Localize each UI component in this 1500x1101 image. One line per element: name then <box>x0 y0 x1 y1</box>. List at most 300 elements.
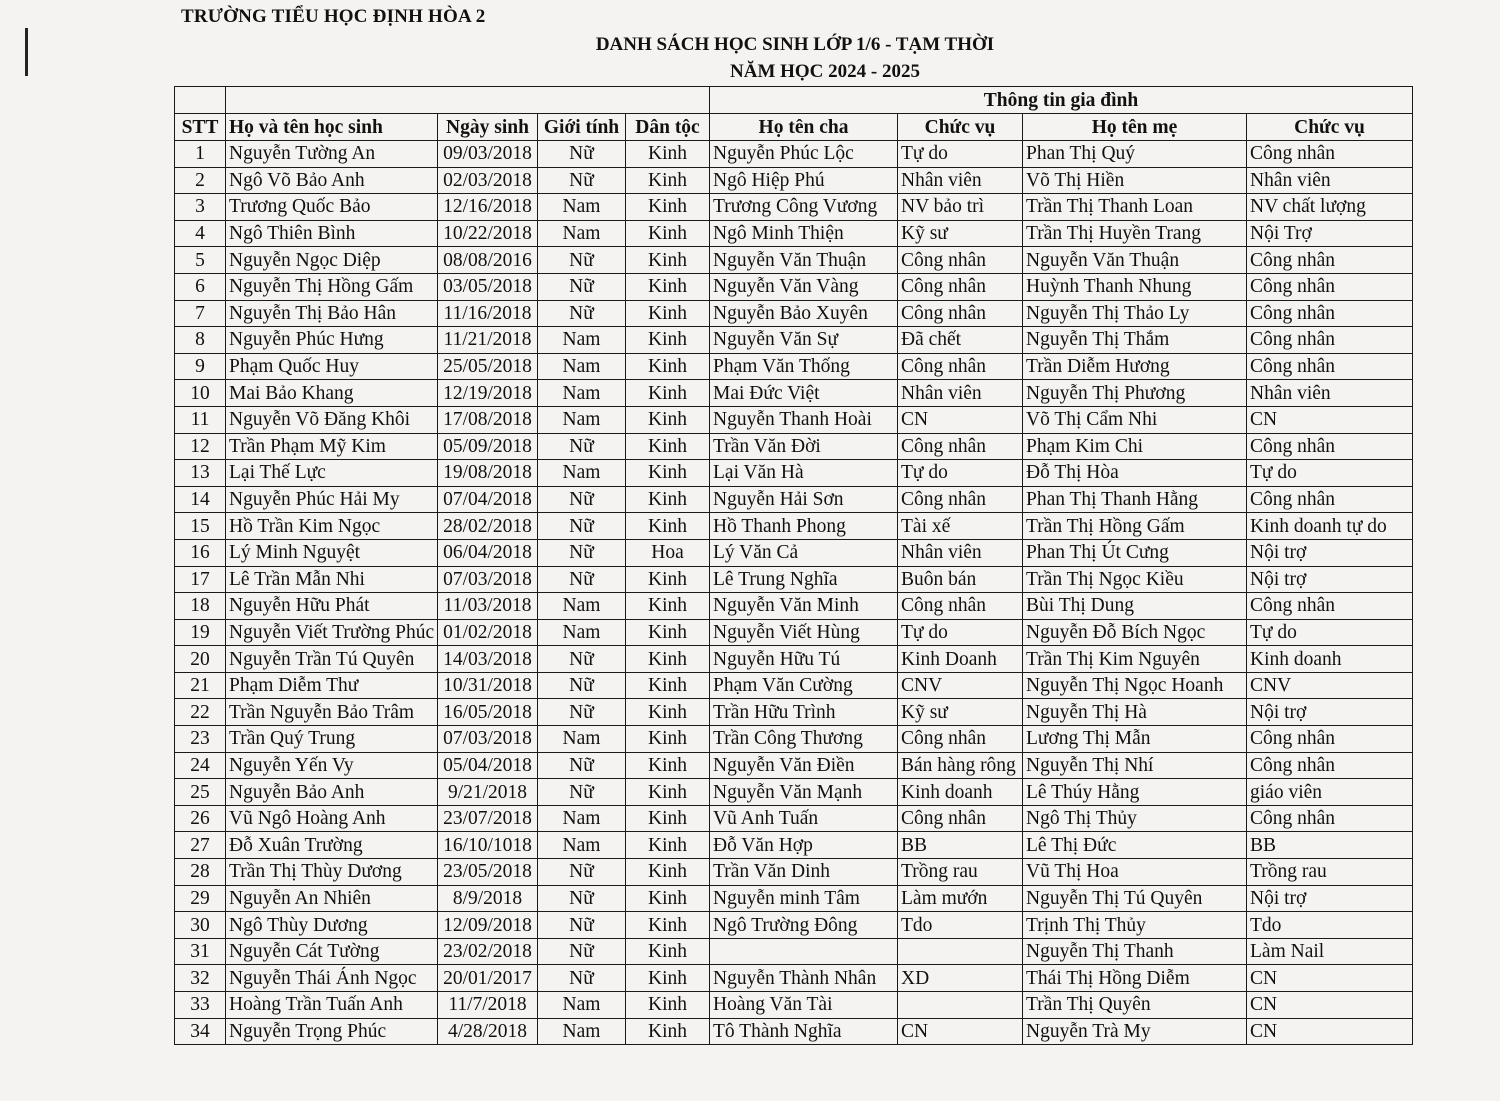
cell-mother-job: Công nhân <box>1247 300 1413 327</box>
cell-gender: Nữ <box>538 566 626 593</box>
cell-mother-name: Nguyễn Thị Thanh <box>1023 938 1247 965</box>
cell-stt: 1 <box>175 141 226 168</box>
table-body <box>175 141 1413 1045</box>
cell-stt: 10 <box>175 380 226 407</box>
table-row <box>175 141 1413 168</box>
table-row <box>175 539 1413 566</box>
cell-gender: Nam <box>538 832 626 859</box>
cell-stt: 20 <box>175 646 226 673</box>
cell-mother-job: Trồng rau <box>1247 859 1413 886</box>
cell-birthdate: 05/04/2018 <box>438 752 538 779</box>
cell-birthdate: 10/31/2018 <box>438 672 538 699</box>
cell-ethnicity: Kinh <box>626 726 710 753</box>
cell-mother-job: CN <box>1247 965 1413 992</box>
cell-stt: 22 <box>175 699 226 726</box>
cell-gender: Nữ <box>538 247 626 274</box>
cell-father-name: Trương Công Vương <box>710 194 898 221</box>
cell-father-name: Nguyễn Văn Minh <box>710 593 898 620</box>
student-table <box>174 86 1413 1045</box>
cell-mother-job: Làm Nail <box>1247 938 1413 965</box>
cell-gender: Nữ <box>538 859 626 886</box>
family-info-header: Thông tin gia đình <box>710 87 1413 114</box>
cell-father-name: Hoàng Văn Tài <box>710 992 898 1019</box>
cell-mother-job: giáo viên <box>1247 779 1413 806</box>
cell-mother-name: Võ Thị Cẩm Nhi <box>1023 406 1247 433</box>
cell-ethnicity: Kinh <box>626 912 710 939</box>
table-row <box>175 486 1413 513</box>
cell-father-job: Nhân viên <box>898 167 1023 194</box>
cell-stt: 23 <box>175 726 226 753</box>
table-row <box>175 353 1413 380</box>
cell-student-name: Trần Quý Trung <box>226 726 438 753</box>
cell-mother-name: Nguyễn Thị Nhí <box>1023 752 1247 779</box>
cell-student-name: Trần Phạm Mỹ Kim <box>226 433 438 460</box>
cell-father-job: XD <box>898 965 1023 992</box>
cell-mother-name: Nguyễn Thị Phương <box>1023 380 1247 407</box>
cell-mother-name: Nguyễn Thị Tú Quyên <box>1023 885 1247 912</box>
cell-stt: 26 <box>175 805 226 832</box>
cell-mother-job: Nhân viên <box>1247 167 1413 194</box>
cell-stt: 16 <box>175 539 226 566</box>
cell-father-job: Công nhân <box>898 273 1023 300</box>
cell-ethnicity: Kinh <box>626 965 710 992</box>
cell-mother-job: Tdo <box>1247 912 1413 939</box>
cell-birthdate: 14/03/2018 <box>438 646 538 673</box>
cell-mother-name: Võ Thị Hiền <box>1023 167 1247 194</box>
cell-stt: 24 <box>175 752 226 779</box>
cell-mother-job: Công nhân <box>1247 273 1413 300</box>
col-header-father-job: Chức vụ <box>898 114 1023 141</box>
cell-student-name: Nguyễn Cát Tường <box>226 938 438 965</box>
cell-father-job: Tdo <box>898 912 1023 939</box>
cell-father-name: Lại Văn Hà <box>710 460 898 487</box>
cell-ethnicity: Kinh <box>626 380 710 407</box>
cell-stt: 25 <box>175 779 226 806</box>
cell-father-job: Công nhân <box>898 805 1023 832</box>
cell-stt: 30 <box>175 912 226 939</box>
cell-father-name: Trần Hữu Trình <box>710 699 898 726</box>
cell-ethnicity: Kinh <box>626 593 710 620</box>
cell-gender: Nam <box>538 1018 626 1045</box>
cell-student-name: Lý Minh Nguyệt <box>226 539 438 566</box>
cell-birthdate: 4/28/2018 <box>438 1018 538 1045</box>
cell-mother-name: Huỳnh Thanh Nhung <box>1023 273 1247 300</box>
cell-ethnicity: Kinh <box>626 433 710 460</box>
student-group-header <box>226 87 710 114</box>
table-row <box>175 938 1413 965</box>
cell-student-name: Nguyễn Trần Tú Quyên <box>226 646 438 673</box>
cell-father-name: Nguyễn Viết Hùng <box>710 619 898 646</box>
cell-ethnicity: Kinh <box>626 992 710 1019</box>
cell-birthdate: 28/02/2018 <box>438 513 538 540</box>
table-row <box>175 779 1413 806</box>
cell-student-name: Nguyễn Hữu Phát <box>226 593 438 620</box>
cell-ethnicity: Kinh <box>626 566 710 593</box>
cell-ethnicity: Kinh <box>626 885 710 912</box>
cell-student-name: Ngô Thùy Dương <box>226 912 438 939</box>
cell-father-name: Nguyễn Thành Nhân <box>710 965 898 992</box>
cell-stt: 18 <box>175 593 226 620</box>
cell-birthdate: 06/04/2018 <box>438 539 538 566</box>
cell-stt: 32 <box>175 965 226 992</box>
cell-gender: Nam <box>538 220 626 247</box>
table-row <box>175 220 1413 247</box>
cell-mother-job: Tự do <box>1247 619 1413 646</box>
cell-mother-job: Công nhân <box>1247 752 1413 779</box>
cell-gender: Nữ <box>538 912 626 939</box>
cell-father-job: CNV <box>898 672 1023 699</box>
cell-father-job <box>898 992 1023 1019</box>
cell-mother-job: Công nhân <box>1247 433 1413 460</box>
cell-mother-job: Nội Trợ <box>1247 220 1413 247</box>
cell-gender: Nam <box>538 593 626 620</box>
cell-mother-name: Nguyễn Thị Thắm <box>1023 327 1247 354</box>
table-row <box>175 859 1413 886</box>
cell-ethnicity: Kinh <box>626 486 710 513</box>
cell-father-job: Kinh doanh <box>898 779 1023 806</box>
cell-mother-job: CN <box>1247 992 1413 1019</box>
cell-mother-name: Đỗ Thị Hòa <box>1023 460 1247 487</box>
cell-father-name: Nguyễn Thanh Hoài <box>710 406 898 433</box>
table-row <box>175 965 1413 992</box>
cell-father-job: CN <box>898 406 1023 433</box>
cell-birthdate: 03/05/2018 <box>438 273 538 300</box>
cell-birthdate: 07/03/2018 <box>438 726 538 753</box>
cell-birthdate: 11/21/2018 <box>438 327 538 354</box>
table-row <box>175 194 1413 221</box>
cell-father-job: Công nhân <box>898 486 1023 513</box>
cell-father-job: Buôn bán <box>898 566 1023 593</box>
col-header-gender: Giới tính <box>538 114 626 141</box>
cell-birthdate: 09/03/2018 <box>438 141 538 168</box>
cell-mother-name: Phan Thị Thanh Hằng <box>1023 486 1247 513</box>
cell-father-name: Đỗ Văn Hợp <box>710 832 898 859</box>
cell-mother-name: Trần Thị Ngọc Kiều <box>1023 566 1247 593</box>
table-row <box>175 885 1413 912</box>
cell-father-job <box>898 938 1023 965</box>
col-header-father-name: Họ tên cha <box>710 114 898 141</box>
document-title: DANH SÁCH HỌC SINH LỚP 1/6 - TẠM THỜI <box>595 34 995 55</box>
cell-ethnicity: Kinh <box>626 752 710 779</box>
cell-mother-name: Lương Thị Mẫn <box>1023 726 1247 753</box>
cell-gender: Nam <box>538 380 626 407</box>
cell-mother-name: Ngô Thị Thủy <box>1023 805 1247 832</box>
cell-student-name: Đỗ Xuân Trường <box>226 832 438 859</box>
cell-student-name: Nguyễn An Nhiên <box>226 885 438 912</box>
cell-birthdate: 20/01/2017 <box>438 965 538 992</box>
cell-father-job: Nhân viên <box>898 380 1023 407</box>
cell-father-job: Đã chết <box>898 327 1023 354</box>
cell-mother-name: Thái Thị Hồng Diễm <box>1023 965 1247 992</box>
cell-mother-job: Công nhân <box>1247 726 1413 753</box>
table-row <box>175 805 1413 832</box>
cell-ethnicity: Kinh <box>626 300 710 327</box>
cell-birthdate: 16/10/1018 <box>438 832 538 859</box>
cell-mother-job: Nhân viên <box>1247 380 1413 407</box>
school-year: NĂM HỌC 2024 - 2025 <box>730 61 920 82</box>
cell-birthdate: 08/08/2016 <box>438 247 538 274</box>
cell-father-name: Nguyễn Hải Sơn <box>710 486 898 513</box>
cell-student-name: Nguyễn Thị Hồng Gấm <box>226 273 438 300</box>
col-header-birthdate: Ngày sinh <box>438 114 538 141</box>
cell-father-job: Làm mướn <box>898 885 1023 912</box>
cell-student-name: Nguyễn Bảo Anh <box>226 779 438 806</box>
cell-father-job: Nhân viên <box>898 539 1023 566</box>
cell-student-name: Trần Thị Thùy Dương <box>226 859 438 886</box>
table-row <box>175 672 1413 699</box>
cell-gender: Nam <box>538 327 626 354</box>
cell-father-job: Tài xế <box>898 513 1023 540</box>
cell-father-job: Công nhân <box>898 593 1023 620</box>
cell-birthdate: 11/7/2018 <box>438 992 538 1019</box>
cell-gender: Nam <box>538 353 626 380</box>
cell-mother-job: CNV <box>1247 672 1413 699</box>
cell-student-name: Nguyễn Thái Ánh Ngọc <box>226 965 438 992</box>
cell-birthdate: 02/03/2018 <box>438 167 538 194</box>
cell-ethnicity: Kinh <box>626 938 710 965</box>
cell-ethnicity: Kinh <box>626 619 710 646</box>
cell-mother-job: Công nhân <box>1247 486 1413 513</box>
cell-gender: Nữ <box>538 672 626 699</box>
cell-stt: 9 <box>175 353 226 380</box>
cell-mother-name: Bùi Thị Dung <box>1023 593 1247 620</box>
cell-father-job: BB <box>898 832 1023 859</box>
cell-ethnicity: Kinh <box>626 805 710 832</box>
cell-student-name: Vũ Ngô Hoàng Anh <box>226 805 438 832</box>
cell-stt: 31 <box>175 938 226 965</box>
cell-mother-name: Nguyễn Thị Thảo Ly <box>1023 300 1247 327</box>
cell-mother-job: Công nhân <box>1247 327 1413 354</box>
cell-mother-name: Trần Diễm Hương <box>1023 353 1247 380</box>
cell-ethnicity: Kinh <box>626 513 710 540</box>
cell-student-name: Lê Trần Mẫn Nhi <box>226 566 438 593</box>
cell-student-name: Nguyễn Yến Vy <box>226 752 438 779</box>
table-row <box>175 646 1413 673</box>
cell-gender: Nữ <box>538 539 626 566</box>
cell-mother-job: Kinh doanh <box>1247 646 1413 673</box>
cell-father-name: Trần Công Thương <box>710 726 898 753</box>
table-row <box>175 726 1413 753</box>
cell-student-name: Nguyễn Phúc Hải My <box>226 486 438 513</box>
cell-mother-name: Nguyễn Trà My <box>1023 1018 1247 1045</box>
table-row <box>175 912 1413 939</box>
cell-father-job: Kinh Doanh <box>898 646 1023 673</box>
cell-student-name: Hoàng Trần Tuấn Anh <box>226 992 438 1019</box>
cell-mother-name: Phạm Kim Chi <box>1023 433 1247 460</box>
cell-mother-job: CN <box>1247 406 1413 433</box>
cell-mother-job: Tự do <box>1247 460 1413 487</box>
cell-stt: 28 <box>175 859 226 886</box>
table-row <box>175 513 1413 540</box>
cell-mother-job: BB <box>1247 832 1413 859</box>
cell-father-name: Tô Thành Nghĩa <box>710 1018 898 1045</box>
cell-ethnicity: Hoa <box>626 539 710 566</box>
cell-stt: 17 <box>175 566 226 593</box>
cell-ethnicity: Kinh <box>626 141 710 168</box>
cell-father-name: Trần Văn Dinh <box>710 859 898 886</box>
cell-mother-name: Trịnh Thị Thủy <box>1023 912 1247 939</box>
cell-student-name: Nguyễn Trọng Phúc <box>226 1018 438 1045</box>
cell-father-name: Phạm Văn Cường <box>710 672 898 699</box>
cell-gender: Nam <box>538 805 626 832</box>
cell-gender: Nữ <box>538 938 626 965</box>
cell-father-job: Công nhân <box>898 433 1023 460</box>
cell-father-name: Ngô Minh Thiện <box>710 220 898 247</box>
cell-father-job: Kỹ sư <box>898 699 1023 726</box>
cell-mother-job: Nội trợ <box>1247 885 1413 912</box>
cell-mother-name: Trần Thị Kim Nguyên <box>1023 646 1247 673</box>
cell-father-name: Nguyễn Văn Mạnh <box>710 779 898 806</box>
cell-student-name: Nguyễn Viết Trường Phúc <box>226 619 438 646</box>
cell-father-job: Tự do <box>898 141 1023 168</box>
cell-father-name: Phạm Văn Thống <box>710 353 898 380</box>
cell-birthdate: 12/19/2018 <box>438 380 538 407</box>
cell-father-name: Nguyễn Bảo Xuyên <box>710 300 898 327</box>
cell-ethnicity: Kinh <box>626 220 710 247</box>
cell-ethnicity: Kinh <box>626 779 710 806</box>
cell-stt: 34 <box>175 1018 226 1045</box>
cell-ethnicity: Kinh <box>626 1018 710 1045</box>
cell-mother-name: Nguyễn Đỗ Bích Ngọc <box>1023 619 1247 646</box>
cell-stt: 7 <box>175 300 226 327</box>
cell-birthdate: 23/05/2018 <box>438 859 538 886</box>
cell-gender: Nữ <box>538 486 626 513</box>
cell-student-name: Nguyễn Thị Bảo Hân <box>226 300 438 327</box>
cell-mother-job: Nội trợ <box>1247 699 1413 726</box>
table-row <box>175 273 1413 300</box>
table-row <box>175 992 1413 1019</box>
table-row <box>175 167 1413 194</box>
cell-mother-name: Lê Thúy Hằng <box>1023 779 1247 806</box>
cell-mother-job: Công nhân <box>1247 805 1413 832</box>
table-row <box>175 593 1413 620</box>
table-row <box>175 619 1413 646</box>
cell-stt: 33 <box>175 992 226 1019</box>
cell-ethnicity: Kinh <box>626 247 710 274</box>
cell-stt: 2 <box>175 167 226 194</box>
cell-gender: Nữ <box>538 273 626 300</box>
cell-gender: Nam <box>538 726 626 753</box>
cell-mother-name: Vũ Thị Hoa <box>1023 859 1247 886</box>
cell-father-name: Ngô Hiệp Phú <box>710 167 898 194</box>
cell-mother-name: Trần Thị Thanh Loan <box>1023 194 1247 221</box>
cell-gender: Nam <box>538 460 626 487</box>
cell-birthdate: 8/9/2018 <box>438 885 538 912</box>
cell-birthdate: 07/03/2018 <box>438 566 538 593</box>
cell-ethnicity: Kinh <box>626 353 710 380</box>
table-row <box>175 1018 1413 1045</box>
cell-father-job: Công nhân <box>898 353 1023 380</box>
cell-father-name: Nguyễn Văn Điền <box>710 752 898 779</box>
cell-birthdate: 10/22/2018 <box>438 220 538 247</box>
cell-mother-name: Phan Thị Quý <box>1023 141 1247 168</box>
cell-mother-job: NV chất lượng <box>1247 194 1413 221</box>
cell-birthdate: 11/03/2018 <box>438 593 538 620</box>
cell-student-name: Trần Nguyễn Bảo Trâm <box>226 699 438 726</box>
cell-stt: 13 <box>175 460 226 487</box>
cell-birthdate: 11/16/2018 <box>438 300 538 327</box>
cell-student-name: Phạm Quốc Huy <box>226 353 438 380</box>
cell-gender: Nữ <box>538 141 626 168</box>
table-row <box>175 460 1413 487</box>
cell-mother-name: Nguyễn Thị Ngọc Hoanh <box>1023 672 1247 699</box>
table-row <box>175 300 1413 327</box>
cell-ethnicity: Kinh <box>626 194 710 221</box>
cell-stt: 15 <box>175 513 226 540</box>
cell-student-name: Ngô Võ Bảo Anh <box>226 167 438 194</box>
cell-gender: Nam <box>538 619 626 646</box>
cell-ethnicity: Kinh <box>626 699 710 726</box>
cell-stt: 21 <box>175 672 226 699</box>
cell-father-name: Nguyễn Văn Vàng <box>710 273 898 300</box>
cell-birthdate: 23/07/2018 <box>438 805 538 832</box>
cell-gender: Nam <box>538 992 626 1019</box>
table-row <box>175 566 1413 593</box>
cell-gender: Nữ <box>538 779 626 806</box>
cell-mother-name: Phan Thị Út Cưng <box>1023 539 1247 566</box>
cell-father-job: CN <box>898 1018 1023 1045</box>
cell-father-name: Nguyễn Phúc Lộc <box>710 141 898 168</box>
cell-father-job: Công nhân <box>898 726 1023 753</box>
cell-student-name: Nguyễn Tường An <box>226 141 438 168</box>
cell-ethnicity: Kinh <box>626 646 710 673</box>
cell-stt: 12 <box>175 433 226 460</box>
cell-mother-job: Công nhân <box>1247 141 1413 168</box>
cell-gender: Nữ <box>538 433 626 460</box>
cell-father-job: Bán hàng rông <box>898 752 1023 779</box>
cell-birthdate: 01/02/2018 <box>438 619 538 646</box>
cell-father-name: Lý Văn Cả <box>710 539 898 566</box>
table-row <box>175 247 1413 274</box>
table-row <box>175 752 1413 779</box>
table-row <box>175 327 1413 354</box>
table-row <box>175 699 1413 726</box>
cell-mother-job: Công nhân <box>1247 247 1413 274</box>
cell-gender: Nữ <box>538 885 626 912</box>
school-name: TRƯỜNG TIỂU HỌC ĐỊNH HÒA 2 <box>181 6 486 27</box>
cell-father-job: Kỹ sư <box>898 220 1023 247</box>
cell-father-job: NV bảo trì <box>898 194 1023 221</box>
cell-gender: Nữ <box>538 167 626 194</box>
cell-father-name: Ngô Trường Đông <box>710 912 898 939</box>
table-row <box>175 406 1413 433</box>
cell-birthdate: 9/21/2018 <box>438 779 538 806</box>
cell-birthdate: 25/05/2018 <box>438 353 538 380</box>
cell-gender: Nữ <box>538 965 626 992</box>
col-header-stt: STT <box>175 114 226 141</box>
cell-stt: 6 <box>175 273 226 300</box>
cell-stt: 19 <box>175 619 226 646</box>
cell-student-name: Trương Quốc Bảo <box>226 194 438 221</box>
cell-father-name: Nguyễn minh Tâm <box>710 885 898 912</box>
cell-student-name: Nguyễn Ngọc Diệp <box>226 247 438 274</box>
cell-father-name <box>710 938 898 965</box>
cell-birthdate: 19/08/2018 <box>438 460 538 487</box>
cell-birthdate: 23/02/2018 <box>438 938 538 965</box>
cell-student-name: Phạm Diễm Thư <box>226 672 438 699</box>
cell-mother-name: Trần Thị Quyên <box>1023 992 1247 1019</box>
cell-father-job: Công nhân <box>898 300 1023 327</box>
cell-gender: Nữ <box>538 513 626 540</box>
cell-mother-job: Nội trợ <box>1247 539 1413 566</box>
col-header-ethnicity: Dân tộc <box>626 114 710 141</box>
cell-student-name: Ngô Thiên Bình <box>226 220 438 247</box>
cell-birthdate: 16/05/2018 <box>438 699 538 726</box>
cell-ethnicity: Kinh <box>626 273 710 300</box>
cell-father-job: Tự do <box>898 619 1023 646</box>
cell-mother-job: Công nhân <box>1247 353 1413 380</box>
cell-father-name: Trần Văn Đời <box>710 433 898 460</box>
